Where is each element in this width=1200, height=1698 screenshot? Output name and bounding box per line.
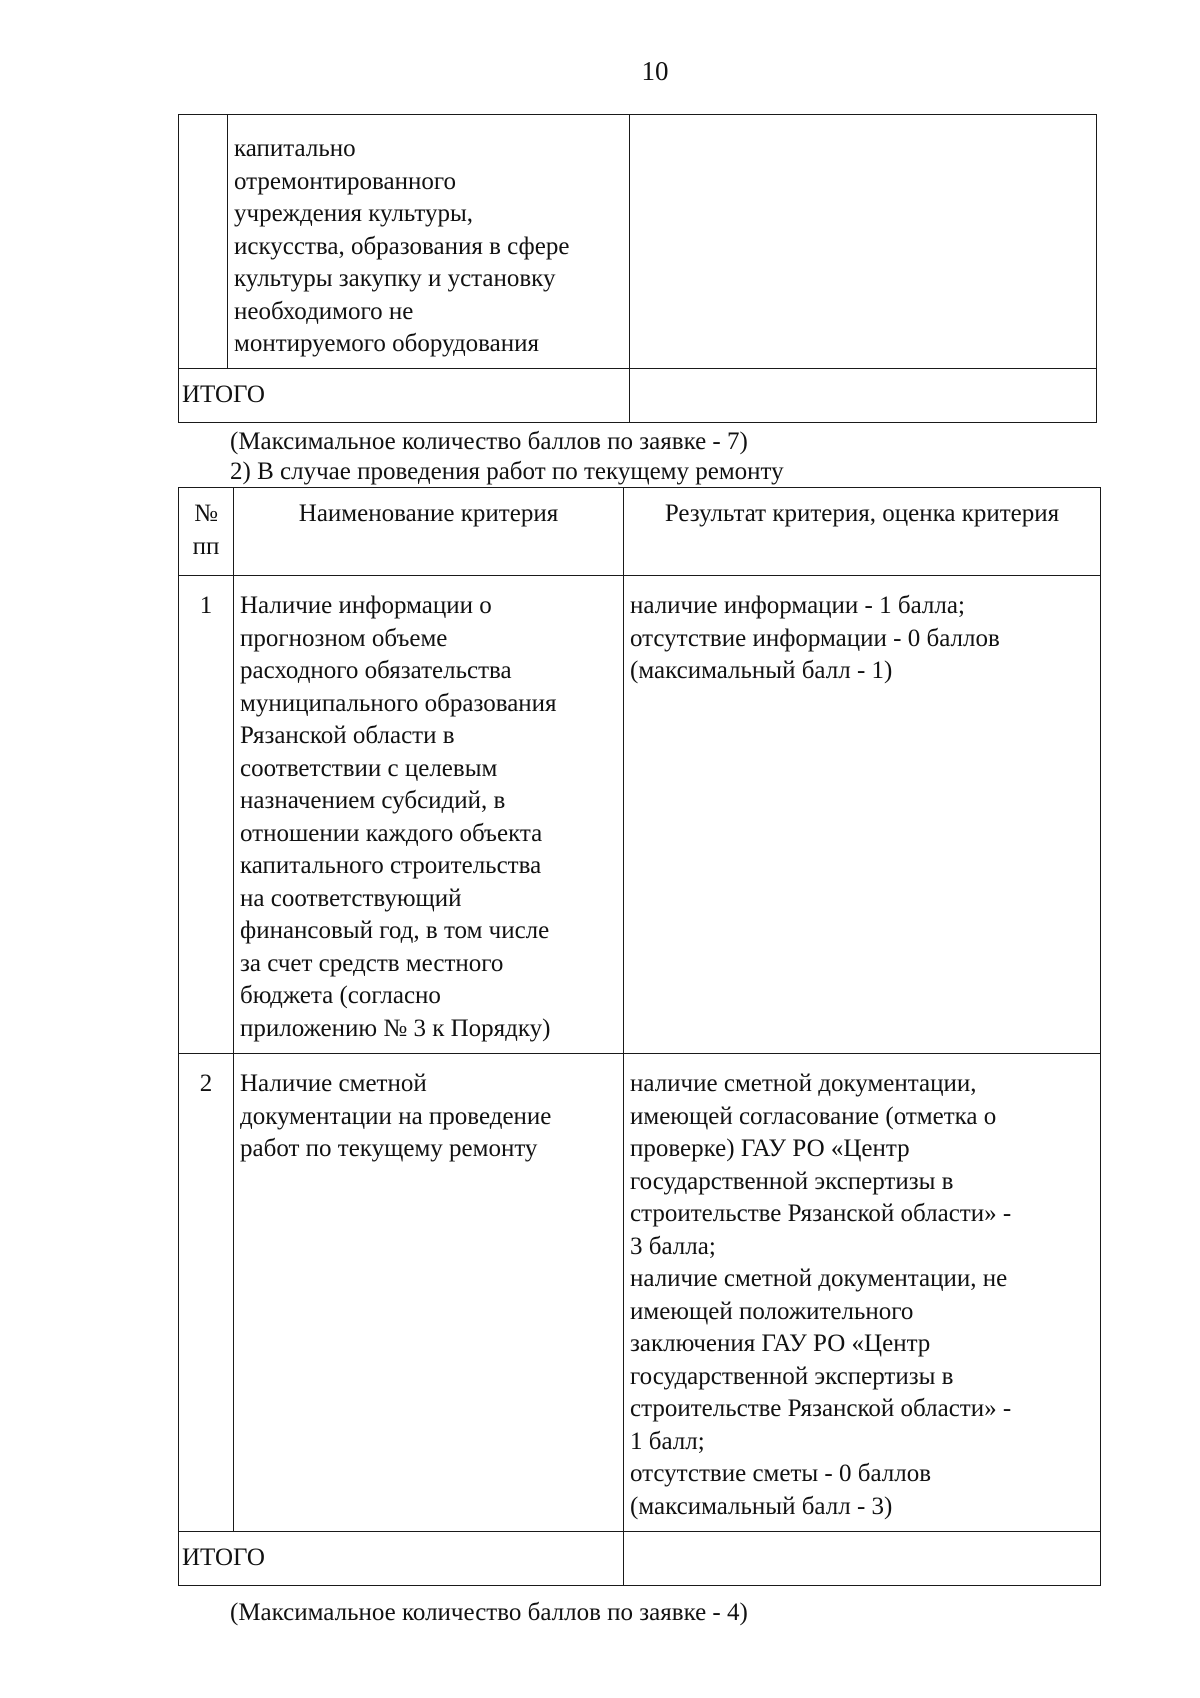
header-row: [179, 488, 1101, 576]
total-label-cell: ИТОГО: [179, 369, 630, 423]
criterion-cell: Наличие сметной документации на проведение работ по текущему ремонту: [234, 1054, 624, 1532]
criteria-table-repair: [178, 487, 1101, 1586]
result-cell: наличие информации - 1 балла; отсутствие информации - 0 баллов (максимальный балл - 1): [624, 576, 1101, 1054]
row-number-cell: 2: [179, 1054, 234, 1532]
criteria-table-continued: [178, 114, 1097, 423]
max-score-note-1: (Максимальное количество баллов по заявке - 7): [230, 428, 748, 455]
total-row: [179, 369, 1097, 423]
total-row: [179, 1532, 1101, 1586]
total-value-cell: [624, 1532, 1101, 1586]
page-number: 10: [641, 56, 669, 86]
criterion-cell: Наличие информации о прогнозном объеме расходного обязательства муниципального образования Рязанской области в соответствии с целевым назначением субсидий, в отношении каждого объекта капитального строительства на соответствующий финансовый год, в том числе за счет средств местного бюджета (согласно приложению № 3 к Порядку): [234, 576, 624, 1054]
table-row: [179, 1054, 1101, 1532]
section-2-heading: 2) В случае проведения работ по текущему ремонту: [230, 458, 784, 485]
result-cell: наличие сметной документации, имеющей согласование (отметка о проверке) ГАУ РО «Центр государственной экспертизы в строительстве Рязанской области» - 3 балла; наличие сметной документации, не имеющей положительного заключения ГАУ РО «Центр государственной экспертизы в строительстве Рязанской области» - 1 балл; отсутствие сметы - 0 баллов (максимальный балл - 3): [624, 1054, 1101, 1532]
total-value-cell: [630, 369, 1097, 423]
header-criterion: Наименование критерия: [234, 488, 624, 576]
row-number-cell: 1: [179, 576, 234, 1054]
result-cell: [630, 115, 1097, 369]
criterion-cell: капитально отремонтированного учреждения культуры, искусства, образования в сфере культуры закупку и установку необходимого не монтируемого оборудования: [228, 115, 630, 369]
table-row: [179, 576, 1101, 1054]
header-num: № пп: [179, 488, 234, 576]
table-row: [179, 115, 1097, 369]
total-label-cell: ИТОГО: [179, 1532, 624, 1586]
header-result: Результат критерия, оценка критерия: [624, 488, 1101, 576]
max-score-note-2: (Максимальное количество баллов по заявке - 4): [230, 1599, 748, 1626]
row-number-cell: [179, 115, 228, 369]
